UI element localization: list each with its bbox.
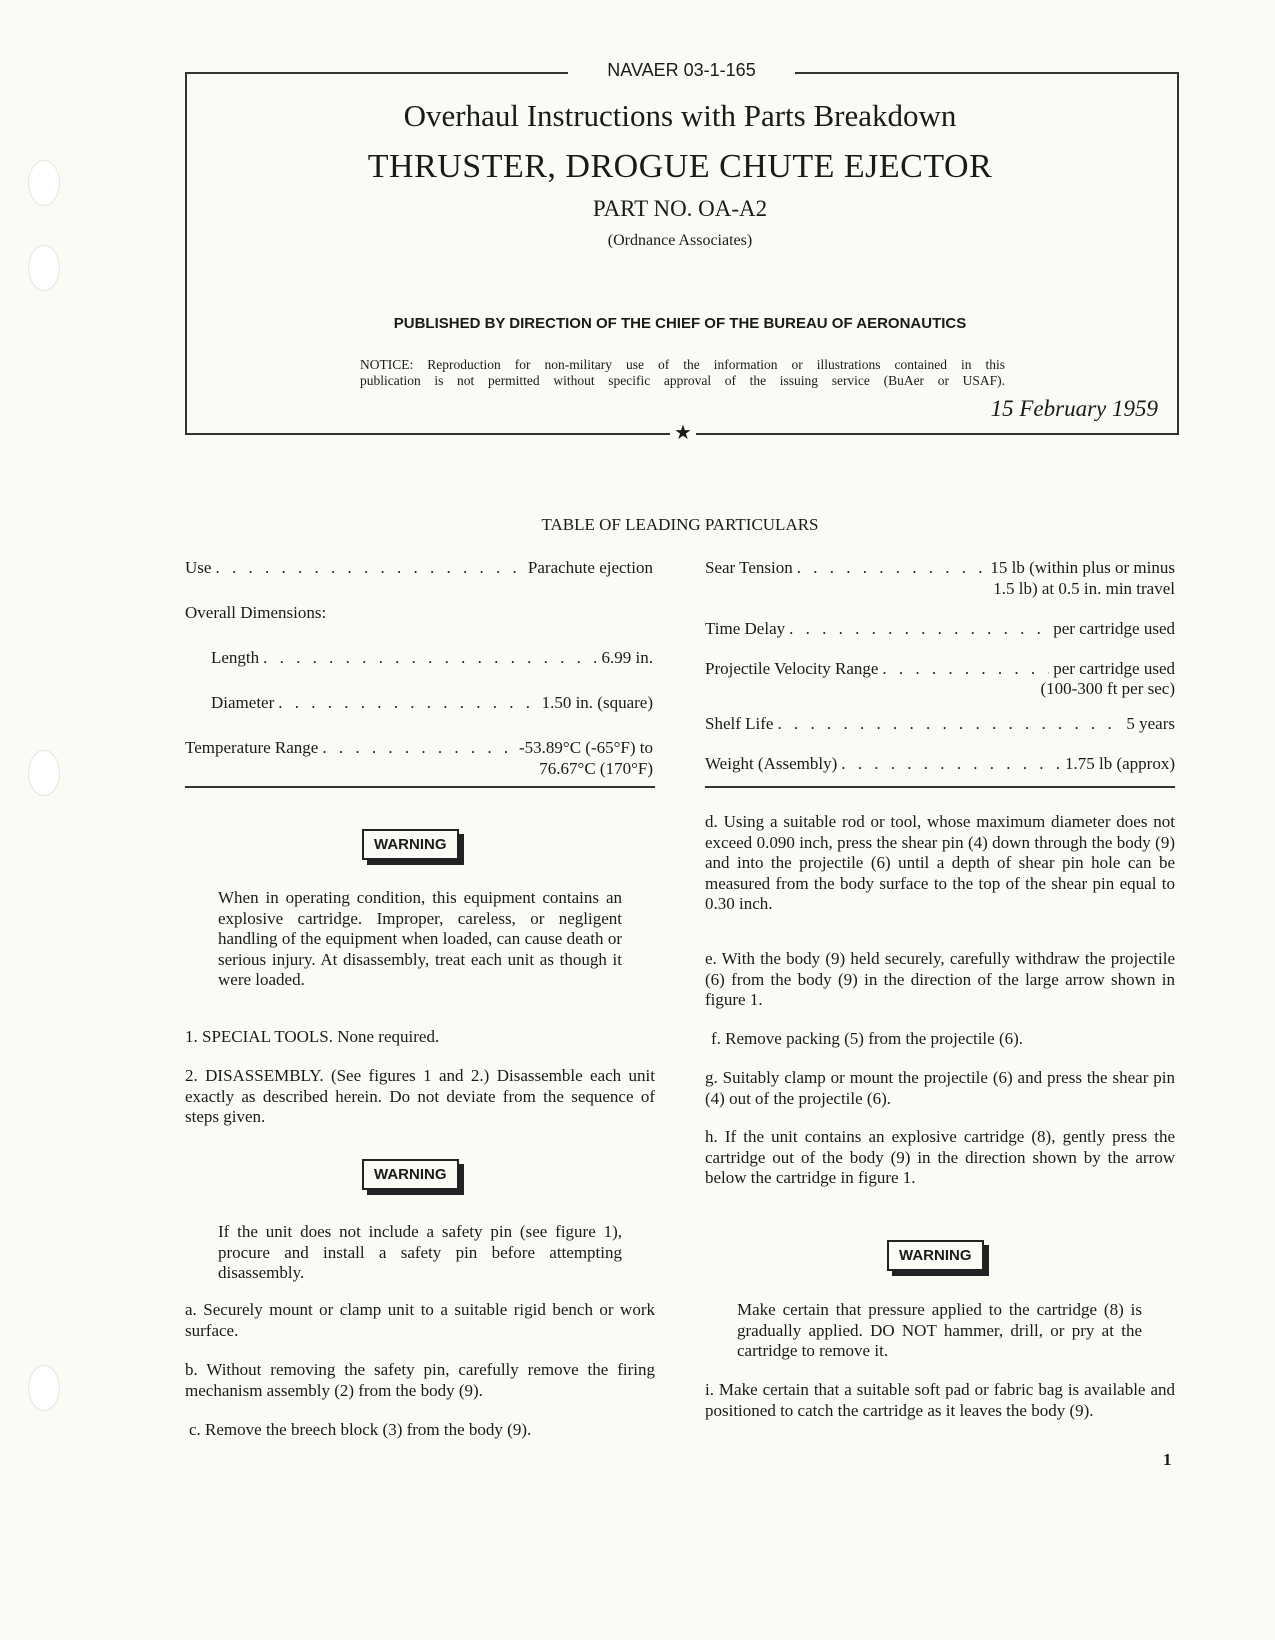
label: Temperature Range xyxy=(185,738,319,757)
subtitle: Overhaul Instructions with Parts Breakdown xyxy=(403,98,957,133)
document-number: NAVAER 03-1-165 xyxy=(568,60,795,81)
label: Weight (Assembly) xyxy=(705,754,838,773)
particular-use xyxy=(185,558,653,603)
step-h: h. If the unit contains an explosive cartridge (8), gently press the cartridge out of the body (9) in the direction shown by the arrow below the cartridge in figure 1. xyxy=(705,1127,1175,1187)
value: 76.67°C (170°F) xyxy=(539,758,653,778)
warning-text: Make certain that pressure applied to the cartridge (8) is gradually applied. DO NOT hammer, drill, or pry at the cartridge to remove it. xyxy=(737,1300,1142,1360)
notice-line: publication is not permitted without specific approval of the issuing service (BuAer or USAF). xyxy=(360,373,1005,388)
value: 5 years xyxy=(1126,714,1175,733)
label: Shelf Life xyxy=(705,714,774,733)
divider xyxy=(705,786,1175,788)
particular-weight xyxy=(705,754,1175,775)
step-b: b. Without removing the safety pin, carefully remove the firing mechanism assembly (2) from the body (9). xyxy=(185,1360,655,1400)
step-d: d. Using a suitable rod or tool, whose maximum diameter does not exceed 0.090 inch, press the shear pin (4) down through the body (9) and into the projectile (6) until a depth of shear pin hole can be measured from the body surface to the top of the shear pin equal to 0.30 inch. xyxy=(705,812,1175,913)
step-a: a. Securely mount or clamp unit to a suitable rigid bench or work surface. xyxy=(185,1300,655,1340)
value: 6.99 in. xyxy=(601,648,653,667)
step-g: g. Suitably clamp or mount the projectile (6) and press the shear pin (4) out of the projectile (6). xyxy=(705,1068,1175,1108)
divider xyxy=(795,72,1177,74)
step-2: 2. DISASSEMBLY. (See figures 1 and 2.) Disassemble each unit exactly as described herein. Do not deviate from the sequence of steps given. xyxy=(185,1066,655,1126)
value: (100-300 ft per sec) xyxy=(1040,679,1175,698)
warning-label: WARNING xyxy=(887,1240,984,1271)
page-number: 1 xyxy=(1163,1450,1172,1469)
binder-hole xyxy=(28,1365,60,1411)
star-icon: ★ xyxy=(670,420,696,445)
binder-hole xyxy=(28,750,60,796)
particulars-left xyxy=(185,558,653,779)
label: Use xyxy=(185,558,212,577)
divider xyxy=(185,72,568,74)
label: Diameter xyxy=(211,693,275,712)
value: per cartridge used xyxy=(1053,618,1175,638)
value: per cartridge used xyxy=(1053,658,1175,678)
step-i: i. Make certain that a suitable soft pad or fabric bag is available and positioned to catch the cartridge as it leaves the body (9). xyxy=(705,1380,1175,1420)
particular-dimensions: Overall Dimensions: xyxy=(185,603,327,622)
value: -53.89°C (-65°F) to xyxy=(518,738,653,757)
step-c: c. Remove the breech block (3) from the body (9). xyxy=(189,1420,532,1439)
value: 1.75 lb (approx) xyxy=(1064,754,1175,773)
step-e: e. With the body (9) held securely, carefully withdraw the projectile (6) from the body (9) in the direction of the large arrow shown in figure 1. xyxy=(705,949,1175,1009)
step-1: 1. SPECIAL TOOLS. None required. xyxy=(185,1027,440,1046)
page-title: THRUSTER, DROGUE CHUTE EJECTOR xyxy=(367,148,993,185)
divider xyxy=(185,786,655,788)
label: Sear Tension xyxy=(705,558,793,577)
particular-shelf-life xyxy=(705,714,1175,754)
step-f: f. Remove packing (5) from the projectile (6). xyxy=(711,1029,1024,1048)
label: Time Delay xyxy=(705,618,786,638)
particulars-title: TABLE OF LEADING PARTICULARS xyxy=(541,515,819,534)
particular-sear-tension xyxy=(705,558,1175,579)
warning-label: WARNING xyxy=(362,1159,459,1190)
value: 1.5 lb) at 0.5 in. min travel xyxy=(993,578,1175,598)
particular-temperature xyxy=(185,738,653,759)
publication-date: 15 February 1959 xyxy=(990,396,1158,421)
particular-time-delay xyxy=(705,619,1175,659)
label: Projectile Velocity Range xyxy=(705,658,879,678)
binder-hole xyxy=(28,160,60,206)
notice xyxy=(360,357,1005,389)
manufacturer: (Ordnance Associates) xyxy=(607,232,753,249)
warning-label: WARNING xyxy=(362,829,459,860)
label: Length xyxy=(211,648,260,667)
part-number: PART NO. OA-A2 xyxy=(592,196,768,221)
particular-diameter xyxy=(185,693,653,738)
particulars-right xyxy=(705,558,1175,775)
particular-length xyxy=(185,648,653,693)
value: Parachute ejection xyxy=(527,558,653,577)
notice-line: NOTICE: Reproduction for non-military use of the information or illustrations contained in this xyxy=(360,357,1005,372)
warning-text: If the unit does not include a safety pin (see figure 1), procure and install a safety pin before attempting disassembly. xyxy=(218,1222,622,1282)
particular-velocity xyxy=(705,659,1175,680)
binder-hole xyxy=(28,245,60,291)
value: 15 lb (within plus or minus xyxy=(990,558,1175,577)
value: 1.50 in. (square) xyxy=(541,693,653,712)
published-by: PUBLISHED BY DIRECTION OF THE CHIEF OF THE BUREAU OF AERONAUTICS xyxy=(393,315,967,332)
warning-text: When in operating condition, this equipment contains an explosive cartridge. Improper, careless, or negligent handling of the equipment when loaded, can cause death or serious injury. At disassembly, treat each unit as though it were loaded. xyxy=(218,888,622,989)
